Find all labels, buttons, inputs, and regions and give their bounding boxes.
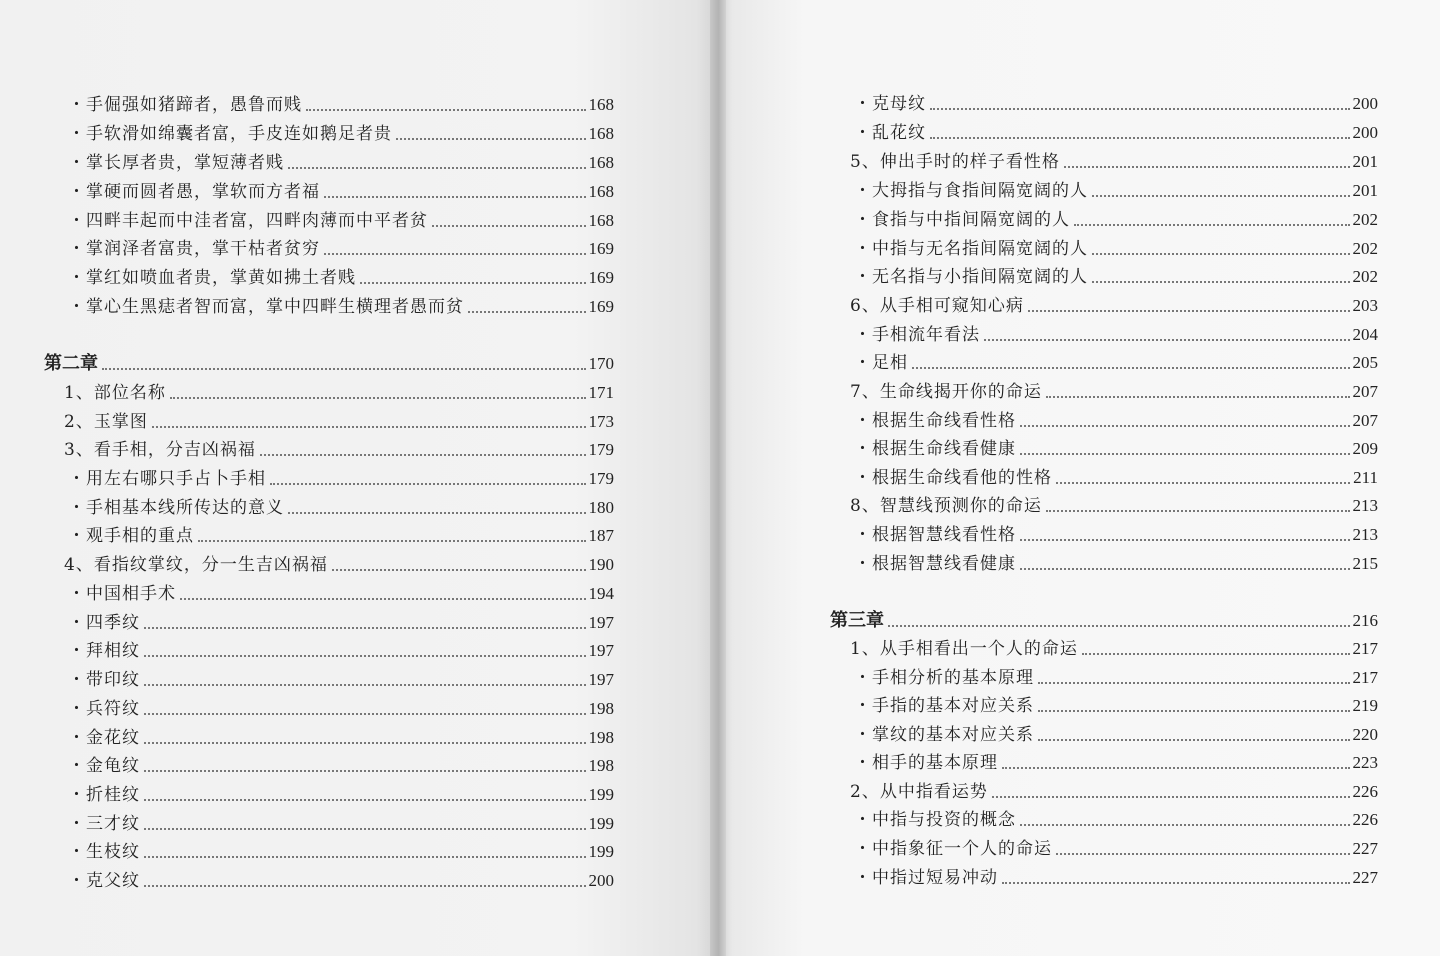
dot-leader xyxy=(396,138,586,140)
section-entry xyxy=(850,150,1378,174)
entry-page-number: 194 xyxy=(588,584,614,603)
subentry xyxy=(68,93,614,117)
dot-leader xyxy=(888,625,1350,627)
entry-page-number: 213 xyxy=(1352,525,1378,544)
dot-leader xyxy=(288,512,586,514)
entry-page-number: 198 xyxy=(588,728,614,747)
dot-leader xyxy=(930,108,1350,110)
entry-page-number: 169 xyxy=(588,268,614,287)
dot-leader xyxy=(1002,882,1350,884)
entry-page-number: 223 xyxy=(1352,753,1378,772)
subentry xyxy=(854,837,1378,861)
subentry xyxy=(68,668,614,692)
entry-title: ・手相基本线所传达的意义 xyxy=(68,498,284,518)
entry-title: 7、生命线揭开你的命运 xyxy=(850,382,1042,402)
entry-page-number: 199 xyxy=(588,814,614,833)
entry-page-number: 168 xyxy=(588,124,614,143)
subentry xyxy=(68,582,614,606)
section-entry xyxy=(64,410,614,434)
subentry xyxy=(854,751,1378,775)
entry-page-number: 201 xyxy=(1352,181,1378,200)
entry-title: ・四季纹 xyxy=(68,613,140,633)
entry-title: ・金花纹 xyxy=(68,728,140,748)
left-page xyxy=(0,0,718,956)
entry-page-number: 216 xyxy=(1352,611,1378,630)
subentry xyxy=(68,783,614,807)
entry-title: ・根据生命线看他的性格 xyxy=(854,468,1052,488)
entry-page-number: 197 xyxy=(588,670,614,689)
entry-title: ・克母纹 xyxy=(854,94,926,114)
entry-page-number: 203 xyxy=(1352,296,1378,315)
dot-leader xyxy=(1038,682,1350,684)
entry-page-number: 205 xyxy=(1352,353,1378,372)
entry-page-number: 169 xyxy=(588,297,614,316)
subentry xyxy=(854,92,1378,116)
entry-title: ・相手的基本原理 xyxy=(854,753,998,773)
entry-page-number: 168 xyxy=(588,95,614,114)
section-entry xyxy=(64,553,614,577)
subentry xyxy=(68,697,614,721)
dot-leader xyxy=(1046,510,1350,512)
entry-title: ・兵符纹 xyxy=(68,699,140,719)
dot-leader xyxy=(1038,710,1350,712)
entry-page-number: 173 xyxy=(588,412,614,431)
subentry xyxy=(68,496,614,520)
subentry xyxy=(68,611,614,635)
dot-leader xyxy=(360,282,586,284)
entry-title: 2、玉掌图 xyxy=(64,412,148,432)
entry-page-number: 227 xyxy=(1352,839,1378,858)
entry-page-number: 187 xyxy=(588,526,614,545)
section-entry xyxy=(64,381,614,405)
chapter-heading-entry xyxy=(44,352,614,376)
subentry xyxy=(854,694,1378,718)
entry-page-number: 219 xyxy=(1352,696,1378,715)
entry-page-number: 169 xyxy=(588,239,614,258)
subentry xyxy=(854,121,1378,145)
chapter-heading-entry xyxy=(830,609,1378,633)
dot-leader xyxy=(984,339,1350,341)
dot-leader xyxy=(144,885,586,887)
entry-title: 2、从中指看运势 xyxy=(850,782,988,802)
entry-title: ・金龟纹 xyxy=(68,756,140,776)
entry-title: ・掌纹的基本对应关系 xyxy=(854,725,1034,745)
entry-title: ・手相分析的基本原理 xyxy=(854,668,1034,688)
subentry xyxy=(68,295,614,319)
book-gutter xyxy=(710,0,726,956)
entry-title: ・无名指与小指间隔宽阔的人 xyxy=(854,267,1088,287)
dot-leader xyxy=(1056,853,1350,855)
entry-page-number: 170 xyxy=(588,354,614,373)
subentry xyxy=(68,266,614,290)
dot-leader xyxy=(144,742,586,744)
dot-leader xyxy=(1020,824,1350,826)
dot-leader xyxy=(288,167,586,169)
entry-page-number: 179 xyxy=(588,469,614,488)
entry-page-number: 227 xyxy=(1352,868,1378,887)
dot-leader xyxy=(1056,482,1350,484)
subentry xyxy=(854,723,1378,747)
entry-title: 8、智慧线预测你的命运 xyxy=(850,496,1042,516)
subentry xyxy=(854,866,1378,890)
entry-page-number: 171 xyxy=(588,383,614,402)
entry-page-number: 197 xyxy=(588,641,614,660)
dot-leader xyxy=(912,367,1350,369)
dot-leader xyxy=(468,311,586,313)
dot-leader xyxy=(324,196,586,198)
entry-title: ・生枝纹 xyxy=(68,842,140,862)
dot-leader xyxy=(144,713,586,715)
entry-title: ・掌心生黑痣者智而富，掌中四畔生横理者愚而贫 xyxy=(68,297,464,317)
entry-title: ・四畔丰起而中洼者富，四畔肉薄而中平者贫 xyxy=(68,211,428,231)
dot-leader xyxy=(152,426,586,428)
entry-page-number: 226 xyxy=(1352,782,1378,801)
subentry xyxy=(854,666,1378,690)
entry-page-number: 197 xyxy=(588,613,614,632)
entry-title: ・掌红如喷血者贵，掌黄如拂土者贱 xyxy=(68,268,356,288)
section-entry xyxy=(850,637,1378,661)
entry-page-number: 215 xyxy=(1352,554,1378,573)
dot-leader xyxy=(1020,539,1350,541)
entry-page-number: 199 xyxy=(588,842,614,861)
dot-leader xyxy=(144,655,586,657)
entry-page-number: 211 xyxy=(1353,468,1378,487)
dot-leader xyxy=(1002,767,1350,769)
entry-page-number: 198 xyxy=(588,756,614,775)
entry-title: 6、从手相可窥知心病 xyxy=(850,296,1024,316)
dot-leader xyxy=(306,109,586,111)
entry-page-number: 200 xyxy=(1352,123,1378,142)
entry-page-number: 168 xyxy=(588,211,614,230)
subentry xyxy=(68,524,614,548)
entry-title: ・三才纹 xyxy=(68,814,140,834)
entry-page-number: 209 xyxy=(1352,439,1378,458)
entry-title: 4、看指纹掌纹，分一生吉凶祸福 xyxy=(64,555,328,575)
dot-leader xyxy=(1092,195,1350,197)
entry-page-number: 200 xyxy=(1352,94,1378,113)
entry-title: 第三章 xyxy=(830,610,884,631)
dot-leader xyxy=(1020,425,1350,427)
entry-title: ・手相流年看法 xyxy=(854,325,980,345)
entry-page-number: 180 xyxy=(588,498,614,517)
entry-page-number: 204 xyxy=(1352,325,1378,344)
subentry xyxy=(854,808,1378,832)
dot-leader xyxy=(1046,396,1350,398)
subentry xyxy=(854,523,1378,547)
subentry xyxy=(68,237,614,261)
subentry xyxy=(68,639,614,663)
dot-leader xyxy=(1074,224,1350,226)
entry-title: ・折桂纹 xyxy=(68,785,140,805)
dot-leader xyxy=(170,397,586,399)
section-entry xyxy=(850,494,1378,518)
section-entry xyxy=(850,780,1378,804)
entry-title: ・食指与中指间隔宽阔的人 xyxy=(854,210,1070,230)
entry-title: 3、看手相，分吉凶祸福 xyxy=(64,440,256,460)
subentry xyxy=(854,265,1378,289)
dot-leader xyxy=(198,540,586,542)
entry-title: 1、部位名称 xyxy=(64,383,166,403)
dot-leader xyxy=(144,770,586,772)
dot-leader xyxy=(144,828,586,830)
subentry xyxy=(854,552,1378,576)
dot-leader xyxy=(270,483,586,485)
dot-leader xyxy=(324,253,586,255)
entry-page-number: 199 xyxy=(588,785,614,804)
entry-page-number: 226 xyxy=(1352,810,1378,829)
entry-title: ・带印纹 xyxy=(68,670,140,690)
subentry xyxy=(68,754,614,778)
subentry xyxy=(854,179,1378,203)
dot-leader xyxy=(332,569,586,571)
toc-left xyxy=(0,0,718,956)
subentry xyxy=(68,812,614,836)
entry-page-number: 190 xyxy=(588,555,614,574)
entry-page-number: 201 xyxy=(1352,152,1378,171)
entry-page-number: 198 xyxy=(588,699,614,718)
entry-title: ・根据智慧线看性格 xyxy=(854,525,1016,545)
entry-page-number: 207 xyxy=(1352,382,1378,401)
dot-leader xyxy=(992,796,1350,798)
entry-title: ・掌硬而圆者愚，掌软而方者福 xyxy=(68,182,320,202)
dot-leader xyxy=(1082,653,1350,655)
subentry xyxy=(68,840,614,864)
subentry xyxy=(854,409,1378,433)
dot-leader xyxy=(1020,453,1350,455)
entry-page-number: 179 xyxy=(588,440,614,459)
entry-title: ・观手相的重点 xyxy=(68,526,194,546)
entry-page-number: 202 xyxy=(1352,239,1378,258)
entry-title: ・克父纹 xyxy=(68,871,140,891)
dot-leader xyxy=(260,454,586,456)
dot-leader xyxy=(144,799,586,801)
subentry xyxy=(854,351,1378,375)
dot-leader xyxy=(1064,166,1350,168)
entry-title: ・根据生命线看性格 xyxy=(854,411,1016,431)
entry-page-number: 220 xyxy=(1352,725,1378,744)
entry-page-number: 217 xyxy=(1352,639,1378,658)
subentry xyxy=(854,323,1378,347)
entry-title: ・中指象征一个人的命运 xyxy=(854,839,1052,859)
dot-leader xyxy=(180,598,586,600)
subentry xyxy=(68,209,614,233)
dot-leader xyxy=(1020,568,1350,570)
entry-title: 1、从手相看出一个人的命运 xyxy=(850,639,1078,659)
subentry xyxy=(68,726,614,750)
entry-page-number: 202 xyxy=(1352,210,1378,229)
dot-leader xyxy=(144,684,586,686)
entry-title: ・手指的基本对应关系 xyxy=(854,696,1034,716)
subentry xyxy=(68,151,614,175)
subentry xyxy=(854,466,1378,490)
subentry xyxy=(854,437,1378,461)
entry-page-number: 168 xyxy=(588,153,614,172)
entry-page-number: 217 xyxy=(1352,668,1378,687)
entry-title: ・手倔强如猪蹄者，愚鲁而贱 xyxy=(68,95,302,115)
entry-title: ・中国相手术 xyxy=(68,584,176,604)
entry-title: ・中指与无名指间隔宽阔的人 xyxy=(854,239,1088,259)
dot-leader xyxy=(102,368,586,370)
entry-title: ・大拇指与食指间隔宽阔的人 xyxy=(854,181,1088,201)
section-entry xyxy=(850,294,1378,318)
toc-right xyxy=(718,0,1440,956)
entry-page-number: 202 xyxy=(1352,267,1378,286)
entry-title: ・根据智慧线看健康 xyxy=(854,554,1016,574)
entry-title: ・掌润泽者富贵，掌干枯者贫穷 xyxy=(68,239,320,259)
subentry xyxy=(68,180,614,204)
dot-leader xyxy=(1028,310,1350,312)
entry-title: ・中指与投资的概念 xyxy=(854,810,1016,830)
dot-leader xyxy=(144,627,586,629)
entry-title: ・掌长厚者贵，掌短薄者贱 xyxy=(68,153,284,173)
entry-title: ・乱花纹 xyxy=(854,123,926,143)
subentry xyxy=(854,208,1378,232)
dot-leader xyxy=(432,225,586,227)
entry-title: ・中指过短易冲动 xyxy=(854,868,998,888)
dot-leader xyxy=(1092,253,1350,255)
entry-title: ・足相 xyxy=(854,353,908,373)
dot-leader xyxy=(144,856,586,858)
entry-title: ・手软滑如绵囊者富，手皮连如鹅足者贵 xyxy=(68,124,392,144)
entry-title: ・拜相纹 xyxy=(68,641,140,661)
section-entry xyxy=(850,380,1378,404)
entry-page-number: 168 xyxy=(588,182,614,201)
entry-title: 第二章 xyxy=(44,353,98,374)
entry-title: 5、伸出手时的样子看性格 xyxy=(850,152,1060,172)
entry-page-number: 213 xyxy=(1352,496,1378,515)
subentry xyxy=(68,869,614,893)
entry-title: ・用左右哪只手占卜手相 xyxy=(68,469,266,489)
entry-page-number: 200 xyxy=(588,871,614,890)
entry-title: ・根据生命线看健康 xyxy=(854,439,1016,459)
dot-leader xyxy=(930,137,1350,139)
dot-leader xyxy=(1038,739,1350,741)
section-entry xyxy=(64,438,614,462)
entry-page-number: 207 xyxy=(1352,411,1378,430)
dot-leader xyxy=(1092,281,1350,283)
subentry xyxy=(854,237,1378,261)
right-page xyxy=(718,0,1440,956)
subentry xyxy=(68,122,614,146)
subentry xyxy=(68,467,614,491)
